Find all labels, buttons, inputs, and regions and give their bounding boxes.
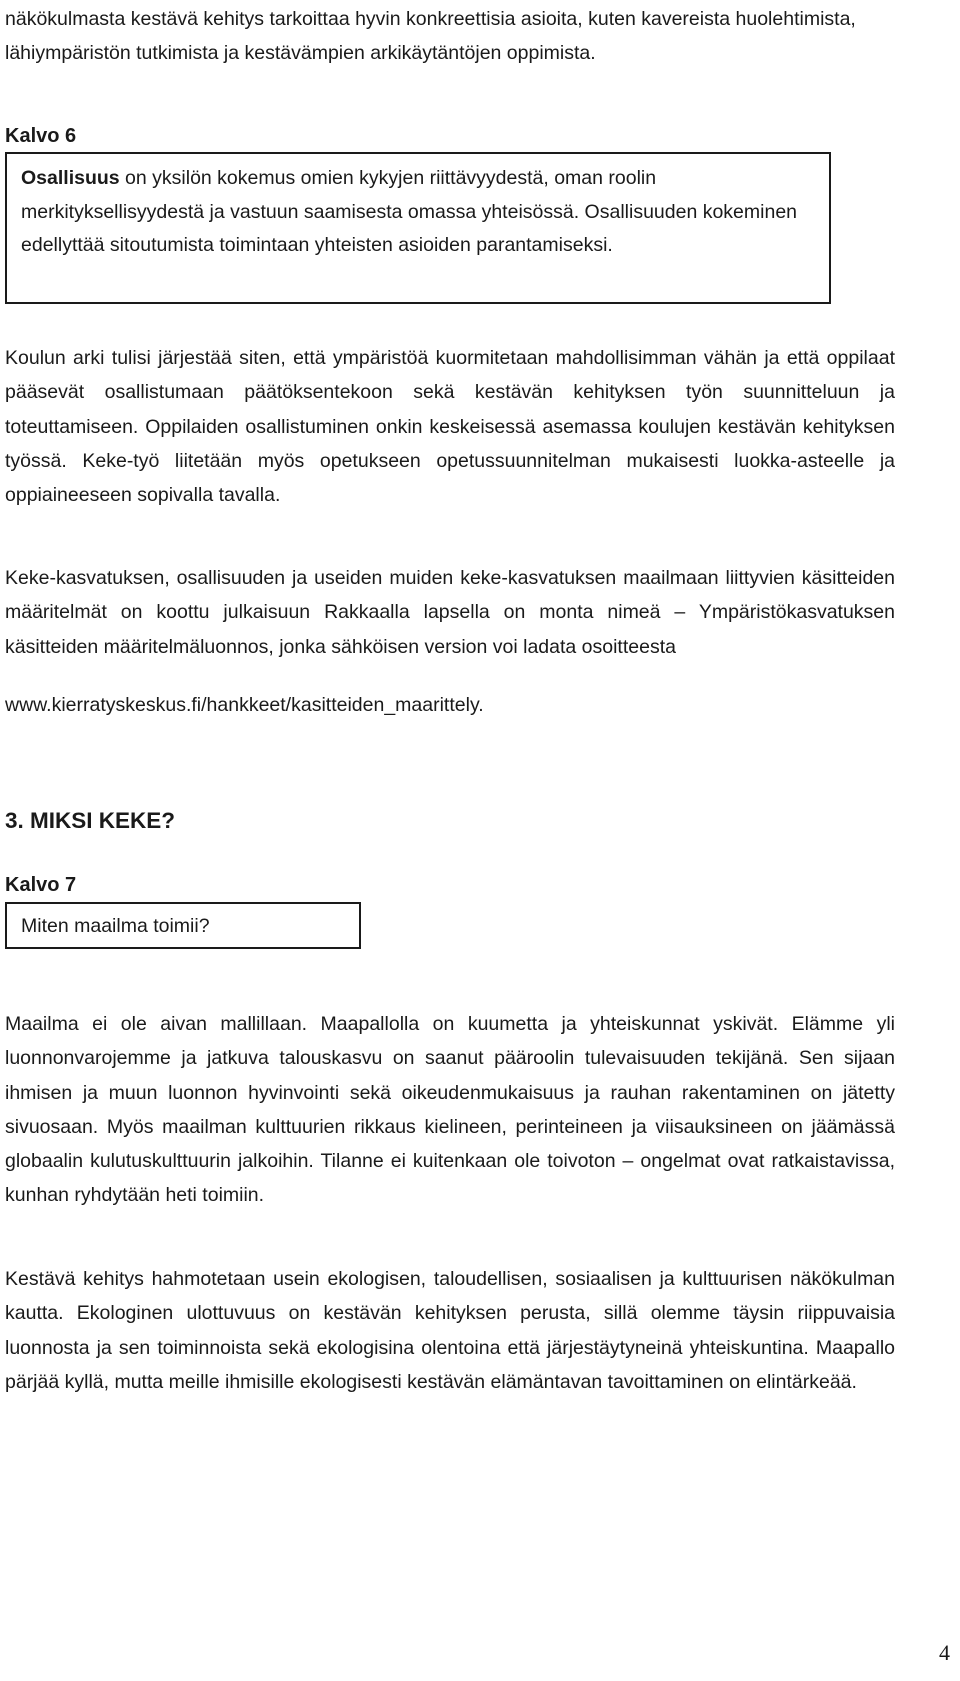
page-number: 4	[939, 1640, 950, 1665]
slide-7-question-box	[5, 902, 361, 949]
slide-6-label: Kalvo 6	[5, 125, 77, 147]
school-paragraph: Koulun arki tulisi järjestää siten, että ympäristöä kuormitetaan mahdollisimman vähän ja että oppilaat pääsevät osallistumaan päätöksentekoon sekä kestävän kehityksen työn suunnitteluun ja toteuttamiseen. Oppilaiden osallistuminen onkin keskeisessä asemassa koulujen kestävän kehityksen työssä. Keke-työ liitetään myös opetukseen opetussuunnitelman mukaisesti luokka-asteelle ja oppiaineeseen sopivalla tavalla.	[5, 347, 895, 507]
slide-7-question: Miten maailma toimii?	[21, 915, 210, 937]
section-heading: 3. MIKSI KEKE?	[5, 808, 176, 833]
definition-term: Osallisuus	[21, 167, 120, 189]
top-paragraph: näkökulmasta kestävä kehitys tarkoittaa hyvin konkreettisia asioita, kuten kavereista huolehtimista, lähiympäristön tutkimista ja kestävämpien arkikäytäntöjen oppimista.	[5, 8, 856, 65]
slide-6-definition-box	[5, 152, 831, 304]
sustainable-development-paragraph: Kestävä kehitys hahmotetaan usein ekologisen, taloudellisen, sosiaalisen ja kulttuurisen näkökulman kautta. Ekologinen ulottuvuus on kestävän kehityksen perusta, sillä olemme täysin riippuvaisia luonnosta ja sen toiminnoista sekä ekologisina olentoina että järjestäytyneinä yhteiskuntina. Maapallo pärjää kyllä, mutta meille ihmisille ekologisesti kestävän elämäntavan tavoittaminen on elintärkeää.	[5, 1268, 895, 1393]
definition-text: on yksilön kokemus omien kykyjen riittävyydestä, oman roolin merkityksellisyydestä ja vastuun saamisesta omassa yhteisössä. Osallisuuden kokeminen edellyttää sitoutumista toimintaan yhteisten asioiden parantamiseksi.	[21, 167, 798, 256]
world-paragraph: Maailma ei ole aivan mallillaan. Maapallolla on kuumetta ja yhteiskunnat yskivät. Elämme yli luonnonvarojemme ja jatkuva talouskasvu on saanut pääroolin tulevaisuuden tekijänä. Sen sijaan ihmisen ja muun luonnon hyvinvointi sekä oikeudenmukaisuus ja rauhan rakentaminen on jätetty sivuosaan. Myös maailman kulttuurien rikkaus kielineen, perinteineen ja viisauksineen on jäämässä globaalin kulutuskulttuurin jalkoihin. Tilanne ei kuitenkaan ole toivoton – ongelmat ovat ratkaistavissa, kunhan ryhdytään heti toimiin.	[5, 1013, 895, 1207]
slide-7-label: Kalvo 7	[5, 874, 77, 896]
definitions-paragraph: Keke-kasvatuksen, osallisuuden ja useiden muiden keke-kasvatuksen maailmaan liittyvien käsitteiden määritelmät on koottu julkaisuun Rakkaalla lapsella on monta nimeä – Ympäristökasvatuksen käsitteiden määritelmäluonnos, jonka sähköisen version voi ladata osoitteesta	[5, 567, 895, 658]
definitions-url: www.kierratyskeskus.fi/hankkeet/kasitteiden_maarittely.	[5, 694, 484, 716]
participation-definition	[21, 162, 815, 263]
